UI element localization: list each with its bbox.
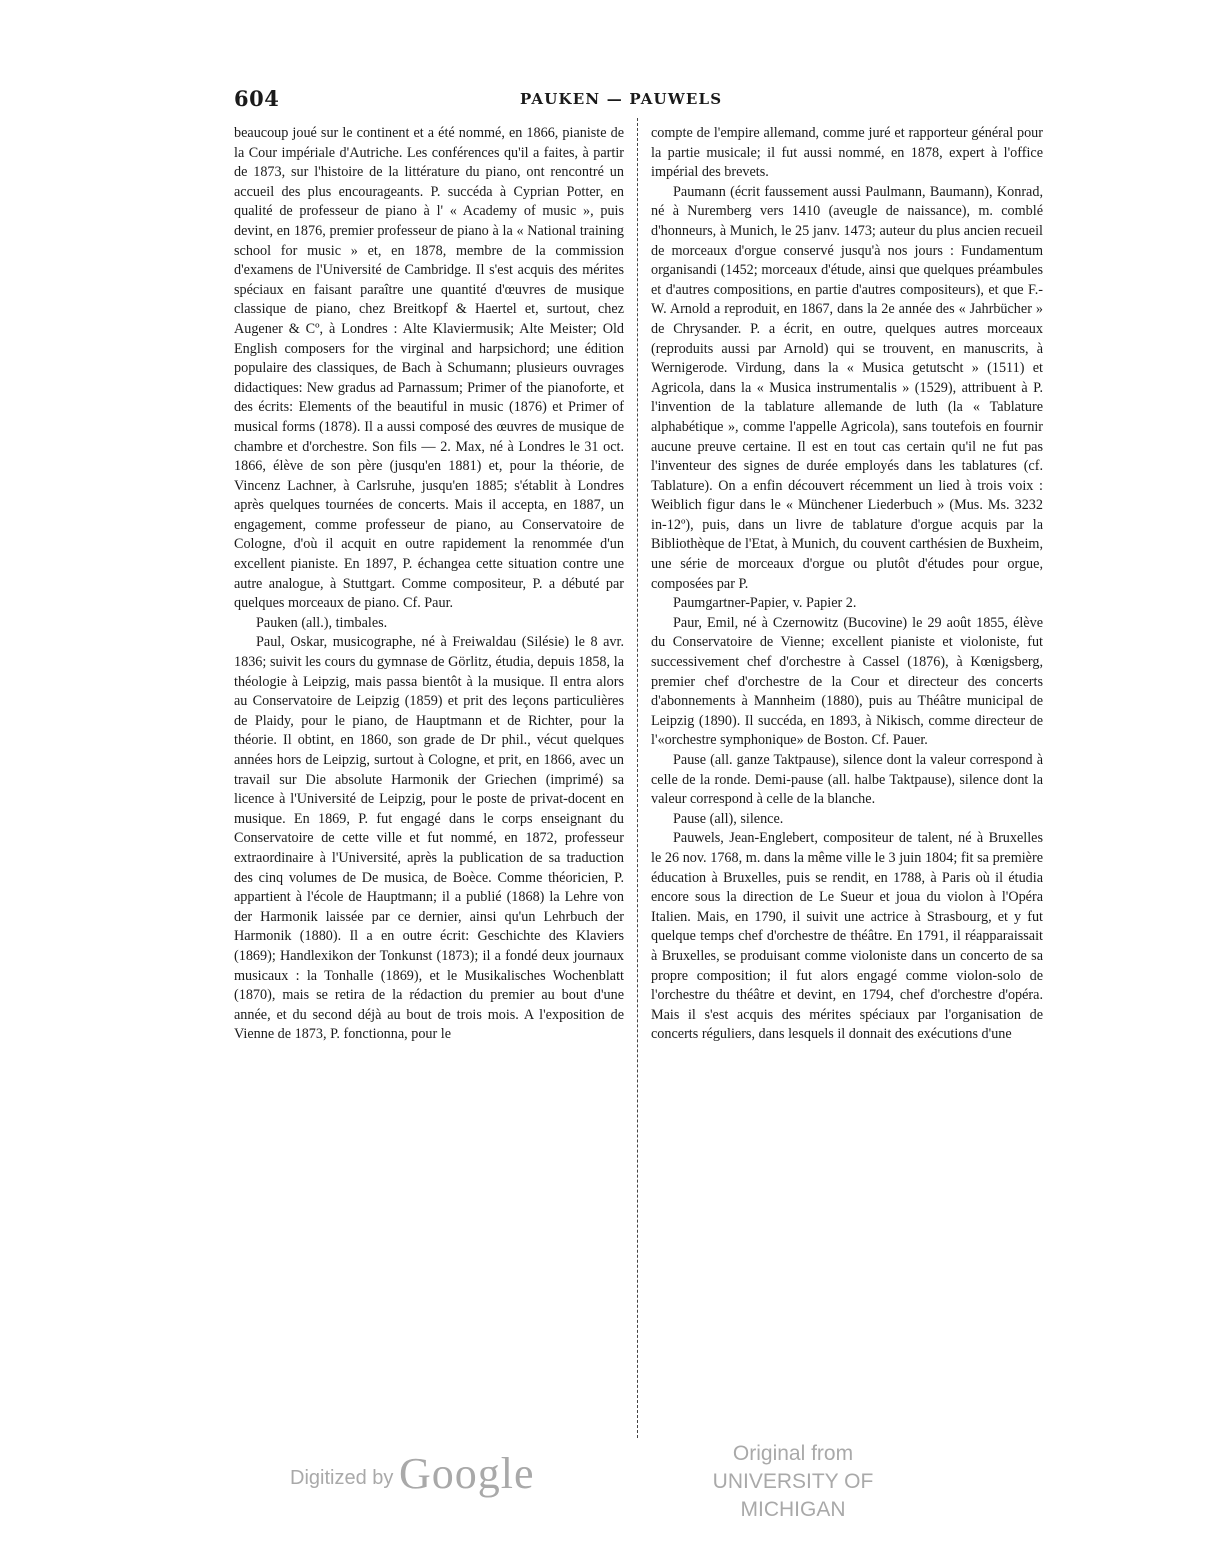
paragraph: Pauken (all.), timbales. [256, 614, 388, 631]
paragraph: Pause (all), silence. [673, 810, 784, 827]
paragraph: Pauwels, Jean-Englebert, compositeur de talent, né à Bruxelles le 26 nov. 1768, m. dans la même ville le 3 juin 1804; fit sa première éducation à Bruxelles, puis se rendit, en 1788, à Paris où il étudia encore sous la direction de Le Sueur et joua du violon à l'Opéra Italien. Mais, en 1790, il suivit une actrice à Strasbourg, et y fut quelque temps chef d'orchestre de théâtre. En 1791, il réapparaissait à Bruxelles, se produisant comme violoniste dans un concerto de sa propre composition; il fut alors engagé comme violon-solo de l'orchestre du théâtre et devint, en 1794, chef d'orchestre d'opéra. Mais il s'est acquis des mérites spéciaux par l'organisation de concerts réguliers, dans lesquels il donnait des exécutions d'une [651, 830, 1043, 1043]
running-head: PAUKEN — PAUWELS [520, 90, 723, 108]
university-label: UNIVERSITY OF MICHIGAN [712, 1470, 874, 1521]
paragraph: Paur, Emil, né à Czernowitz (Bucovine) le 29 août 1855, élève du Conservatoire de Vienne; excellent pianiste et violoniste, fut successivement chef d'orchestre à Cassel (1876), à Kœnigsberg, premier chef d'orchestre de la Cour et directeur des concerts d'abonnements à Mannheim (1880), puis au Théâtre municipal de Leipzig (1890). Il succéda, en 1893, à Nikisch, comme directeur de l'«orchestre symphonique» de Boston. Cf. Pauer. [651, 614, 1043, 749]
column-divider [637, 118, 638, 1438]
google-logo: Google [398, 1449, 535, 1498]
digitized-by-watermark [290, 1448, 534, 1499]
original-from-label: Original from [732, 1442, 854, 1465]
paragraph: compte de l'empire allemand, comme juré et rapporteur général pour la partie musicale; il fut aussi nommé, en 1878, expert à l'office impérial des brevets. [651, 125, 1043, 181]
paragraph: beaucoup joué sur le continent et a été nommé, en 1866, pianiste de la Cour impériale d'Autriche. Les conférences qu'il a faites, à partir de 1873, sur l'histoire de la littérature du piano, ont rencontré un accueil des plus encourageants. P. succéda à Cyprian Potter, en qualité de professeur de piano à l' « Academy of music », puis devint, en 1876, premier professeur de piano à la « National training school for music » et, en 1878, membre de la commission d'examens de l'Université de Cambridge. Il s'est acquis des mérites spéciaux en faisant paraître une quantité d'œuvres de musique classique de piano, chez Breitkopf & Haertel et, surtout, chez Augener & Cº, à Londres : Alte Klaviermusik; Alte Meister; Old English composers for the virginal and harpsichord; une édition populaire des classiques, de Bach à Schumann; plusieurs ouvrages didactiques: New gradus ad Parnassum; Primer of the pianoforte, et des écrits: Elements of the beautiful in music (1876) et Primer of musical forms (1878). Il a aussi composé des œuvres de musique de chambre et d'orchestre. Son fils — 2. Max, né à Londres le 31 oct. 1866, élève de son père (jusqu'en 1881) et, pour la théorie, de Vincenz Lachner, à Carlsruhe, jusqu'en 1885; s'établit à Londres après quelques tournées de concerts. Mais il accepta, en 1887, un engagement, comme professeur de piano, au Conservatoire de Cologne, d'où il acquit en outre rapidement la renommée d'un excellent pianiste. En 1897, P. échangea cette situation contre une autre analogue, à Stuttgart. Comme compositeur, P. a débuté par quelques morceaux de piano. Cf. Paur. [234, 125, 624, 612]
page-number: 604 [234, 86, 280, 111]
digitized-prefix: Digitized by [290, 1467, 394, 1489]
paragraph: Paul, Oskar, musicographe, né à Freiwaldau (Silésie) le 8 avr. 1836; suivit les cours du gymnase de Görlitz, étudia, depuis 1858, la théologie à Leipzig, mais passa bientôt à la musique. Il entra alors au Conservatoire de Leipzig (1859) et prit des leçons particulières de Plaidy, pour le piano, de Hauptmann et de Richter, pour la théorie. Il obtint, en 1860, son grade de Dr phil., vécut quelques années hors de Leipzig, surtout à Cologne, et prit, en 1866, avec un travail sur Die absolute Harmonik der Griechen (imprimé) sa licence à l'Université de Leipzig, pour le poste de privat-docent en musique. En 1869, P. fut engagé dans le corps enseignant du Conservatoire de cette ville et fut nommé, en 1872, professeur extraordinaire à l'Université, après la publication de sa traduction des cinq volumes de De musica, de Boèce. Comme théoricien, P. appartient à l'école de Hauptmann; il a publié (1868) la Lehre von der Harmonik laissée par ce dernier, ainsi qu'un Lehrbuch der Harmonik (1880). Il a en outre écrit: Geschichte des Klaviers (1869); Handlexikon der Tonkunst (1873); il a fondé deux journaux musicaux : la Tonhalle (1869), et le Musikalisches Wochenblatt (1870), mais se retira de la rédaction du premier au bout d'une année, et du second déjà au bout de trois mois. A l'exposition de Vienne de 1873, P. fonctionna, pour le [234, 634, 624, 1043]
original-from-watermark [668, 1440, 918, 1524]
paragraph: Pause (all. ganze Taktpause), silence dont la valeur correspond à celle de la ronde. Demi-pause (all. halbe Taktpause), silence dont la valeur correspond à celle de la blanche. [651, 752, 1043, 808]
right-column [651, 124, 1043, 1045]
paragraph: Paumann (écrit faussement aussi Paulmann, Baumann), Konrad, né à Nuremberg vers 1410 (aveugle de naissance), m. comblé d'honneurs, à Munich, le 25 janv. 1473; auteur du plus ancien recueil de morceaux d'orgue conservé jusqu'à nos jours : Fundamentum organisandi (1452; morceaux d'étude, ainsi que quelques préambules et d'autres compositions, en partie d'autres compositeurs), et que F.-W. Arnold a reproduit, en 1867, dans la 2e année des « Jahrbücher » de Chrysander. P. a écrit, en outre, quelques autres morceaux (reproduits aussi par Arnold) qui se trouvent, en manuscrits, à Wernigerode. Virdung, dans la « Musica getutscht » (1511) et Agricola, dans la « Musica instrumentalis » (1529), attribuent à P. l'invention de la tablature allemande de luth (la « Tablature alphabétique », comme l'appelle Agricola), sans toutefois en fournir aucune preuve certaine. Il est en tout cas certain qu'il ne fut pas l'inventeur des signes de durée employés dans les tablatures (cf. Tablature). On a enfin découvert récemment un lied à trois voix : Weiblich figur dans le « Münchener Liederbuch » (Mus. Ms. 3232 in-12º), puis, dans un livre de tablature d'orgue acquis par la Bibliothèque de l'Etat, à Munich, du couvent carthésien de Buxheim, une série de morceaux d'orgue ou plutôt d'études pour orgue, composées par P. [651, 183, 1043, 592]
left-column [234, 124, 624, 1045]
paragraph: Paumgartner-Papier, v. Papier 2. [673, 595, 857, 612]
